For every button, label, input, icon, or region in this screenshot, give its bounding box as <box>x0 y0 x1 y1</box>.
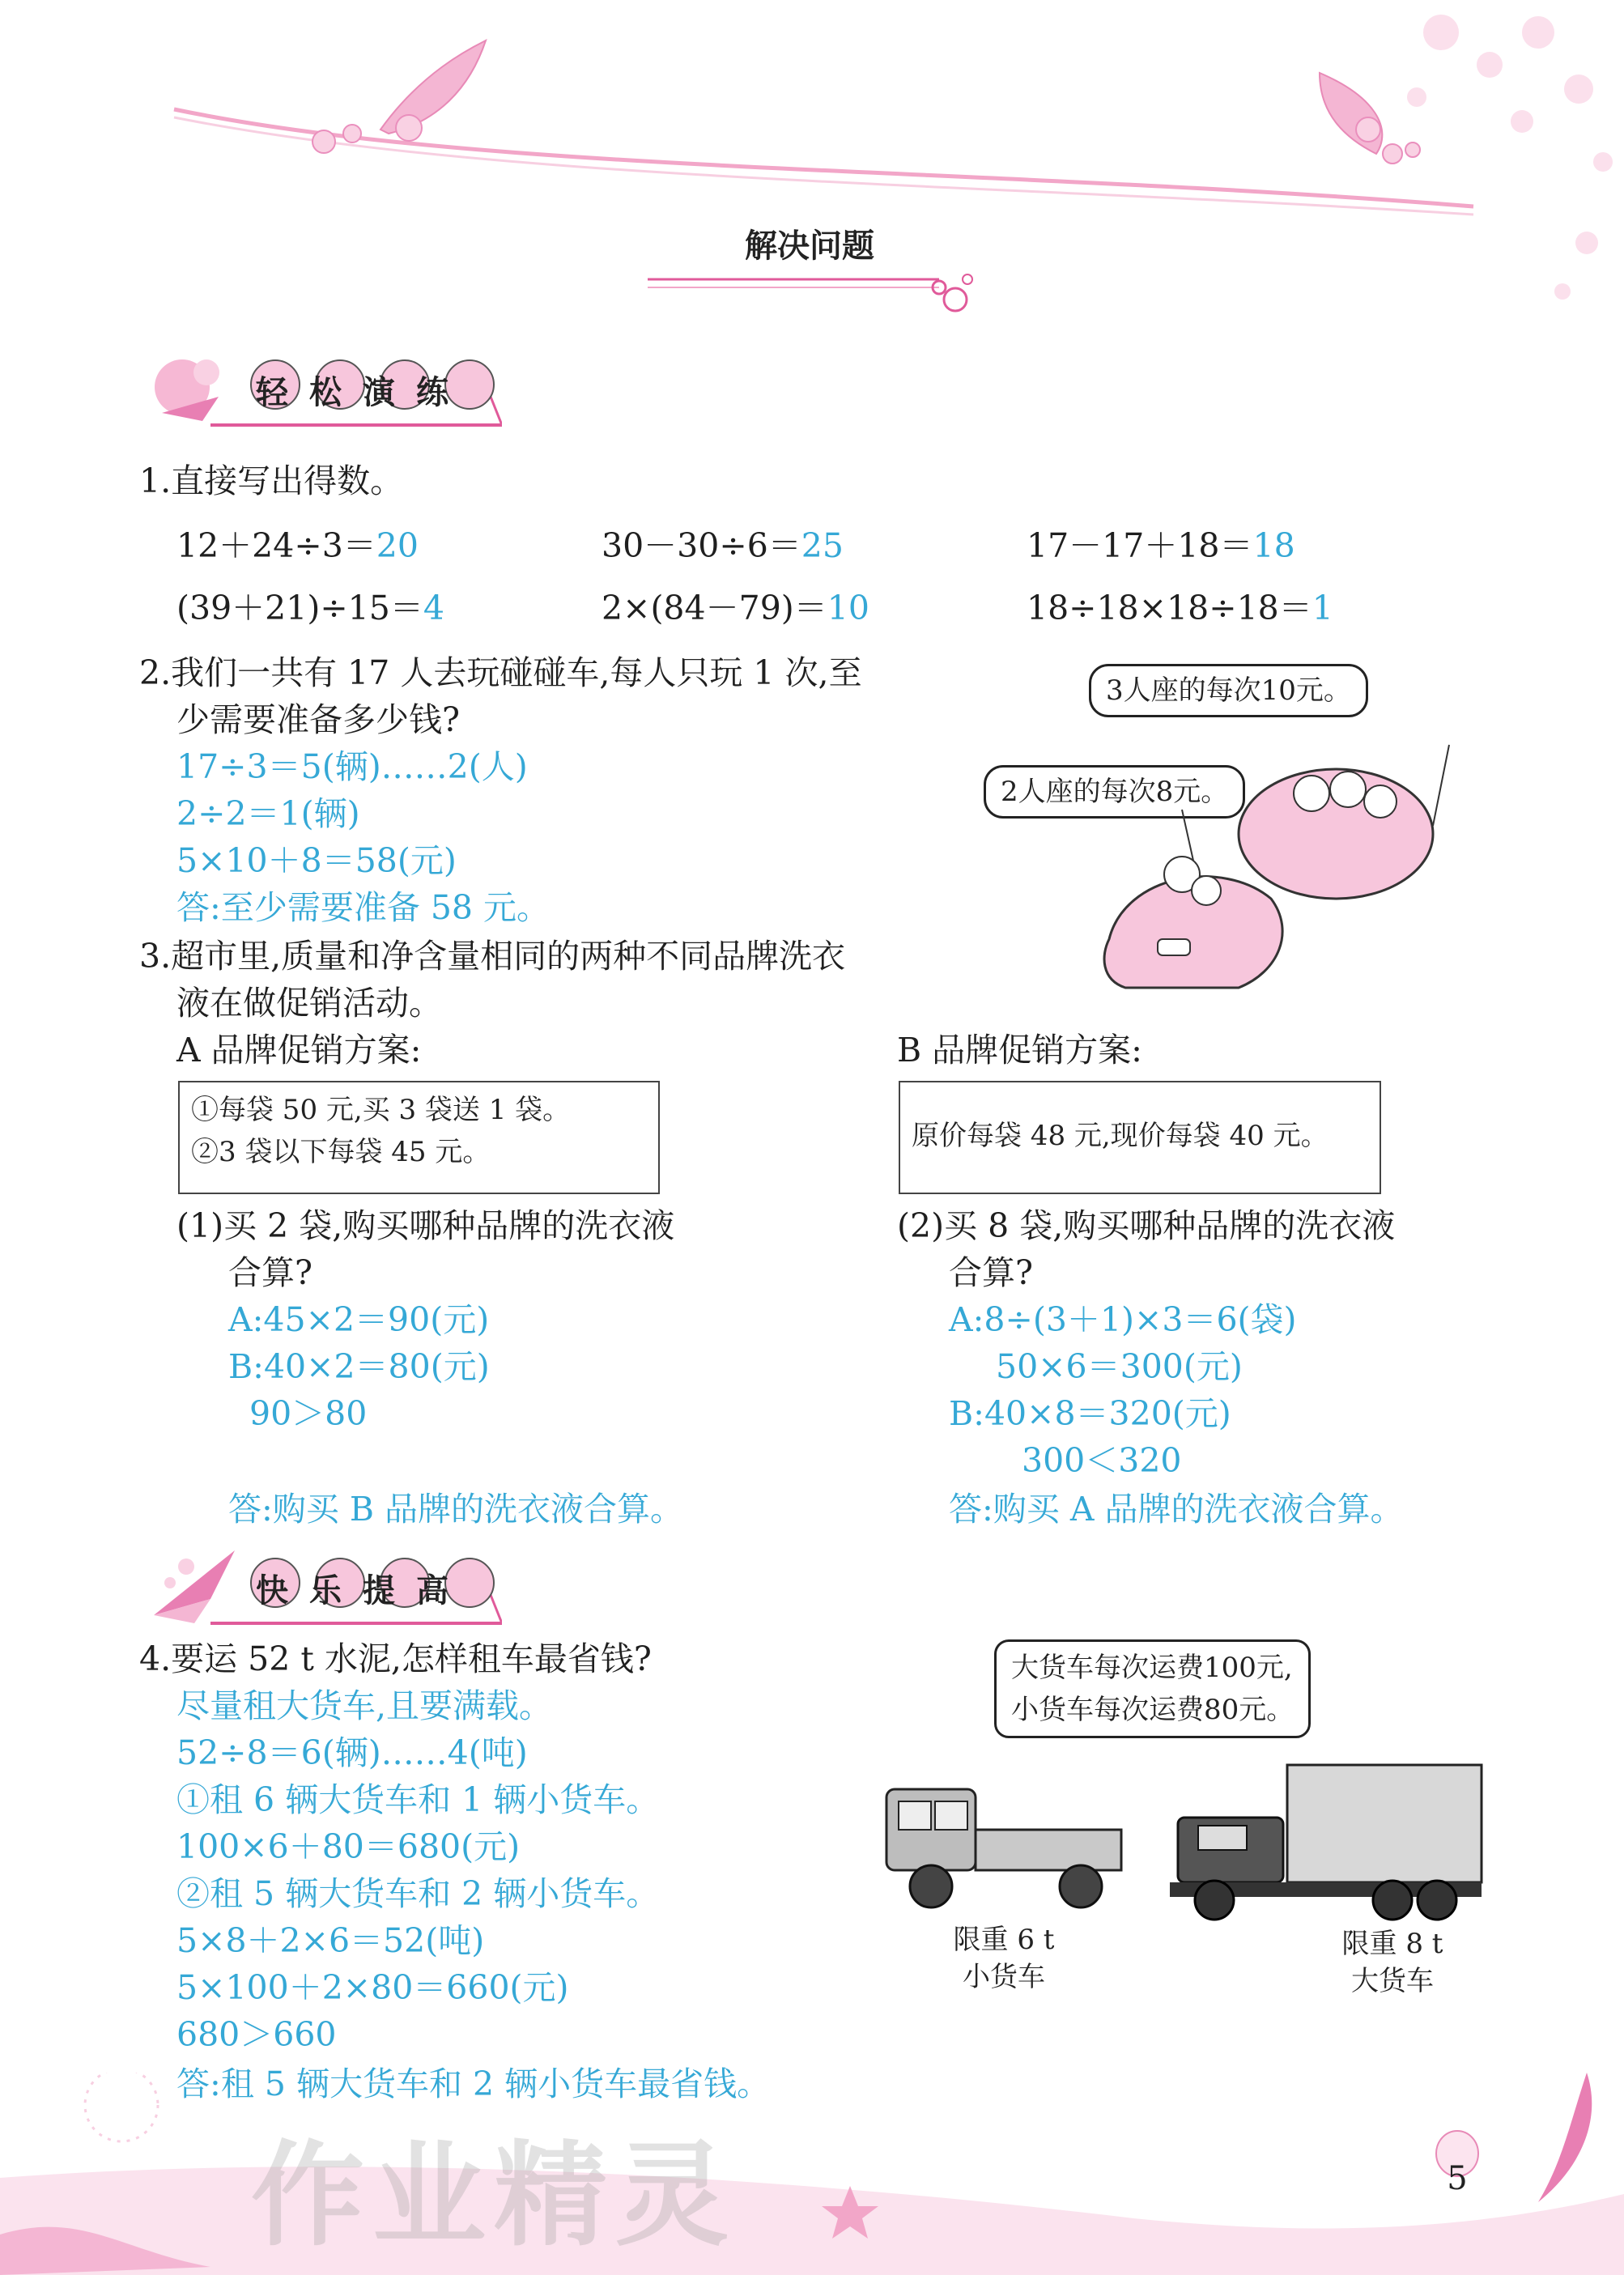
big-truck-icon <box>1166 1761 1490 1931</box>
freight-line-2: 小货车每次运费80元。 <box>1011 1694 1295 1726</box>
q1-item-5: 2×(84－79)＝10 <box>602 589 869 627</box>
brand-b-label: B 品牌促销方案: <box>897 1031 1142 1069</box>
brand-a-label: A 品牌促销方案: <box>176 1031 422 1069</box>
q3-sub1-answer-2: B:40×2＝80(元) <box>228 1347 490 1386</box>
q4-answer-4: 100×6＋80＝680(元) <box>176 1827 521 1866</box>
q4-answer-6: 5×8＋2×6＝52(吨) <box>176 1921 485 1960</box>
q4-answer-8: 680＞660 <box>176 2015 337 2054</box>
speech-bubble-2seat: 2人座的每次8元。 <box>984 765 1245 819</box>
q3-sub2-line2: 合算? <box>949 1253 1033 1292</box>
brand-b-plan-box <box>899 1081 1381 1194</box>
brand-a-plan-line-2: ②3 袋以下每袋 45 元。 <box>191 1136 491 1168</box>
bumper-cars-illustration <box>1093 712 1498 1020</box>
q3-sub1-final: 答:购买 B 品牌的洗衣液合算。 <box>228 1490 684 1529</box>
question-4-stem: 4.要运 52 t 水泥,怎样租车最省钱? <box>139 1639 652 1678</box>
q1-item-6: 18÷18×18÷18＝1 <box>1027 589 1333 627</box>
q3-sub1-answer-3: 90＞80 <box>249 1394 368 1433</box>
section-title-improve: 快乐提高 <box>256 1572 470 1610</box>
q2-answer-3: 5×10＋8＝58(元) <box>176 841 457 880</box>
q1-item-1: 12＋24÷3＝20 <box>176 526 419 565</box>
q3-sub2-answer-2: 50×6＝300(元) <box>996 1347 1243 1386</box>
question-1-stem: 1.直接写出得数。 <box>139 461 404 500</box>
small-truck-caption <box>939 1921 1069 1996</box>
q3-sub2-answer-1: A:8÷(3＋1)×3＝6(袋) <box>949 1300 1297 1339</box>
q2-answer-final: 答:至少需要准备 58 元。 <box>176 888 551 927</box>
q1-item-4: (39＋21)÷15＝4 <box>176 589 444 627</box>
big-truck-label: 大货车 <box>1351 1965 1434 1997</box>
small-truck-limit: 限重 6 t <box>953 1924 1055 1956</box>
brand-a-plan-line-1: ①每袋 50 元,买 3 袋送 1 袋。 <box>191 1094 571 1126</box>
q1-item-3: 17－17＋18＝18 <box>1027 526 1295 565</box>
speech-bubble-freight <box>994 1639 1311 1738</box>
header-decoration <box>0 0 1624 340</box>
page-number: 5 <box>1447 2160 1468 2197</box>
big-truck-limit: 限重 8 t <box>1341 1928 1443 1960</box>
q4-answer-7: 5×100＋2×80＝660(元) <box>176 1968 569 2007</box>
section-title-practice: 轻松演练 <box>256 374 470 411</box>
q3-sub2-line1: (2)买 8 袋,购买哪种品牌的洗衣液 <box>897 1206 1396 1245</box>
q3-sub2-answer-3: B:40×8＝320(元) <box>949 1394 1231 1433</box>
q4-answer-2: 52÷8＝6(辆)……4(吨) <box>176 1733 528 1772</box>
q2-answer-1: 17÷3＝5(辆)……2(人) <box>176 747 528 786</box>
q4-answer-5: ②租 5 辆大货车和 2 辆小货车。 <box>176 1874 660 1913</box>
q4-answer-final: 答:租 5 辆大货车和 2 辆小货车最省钱。 <box>176 2065 771 2103</box>
small-truck-icon <box>878 1765 1129 1927</box>
page-title: 解决问题 <box>745 228 874 265</box>
q1-item-2: 30－30÷6＝25 <box>602 526 844 565</box>
big-truck-caption <box>1328 1925 1457 2000</box>
q3-sub2-final: 答:购买 A 品牌的洗衣液合算。 <box>949 1490 1404 1529</box>
speech-bubble-3seat: 3人座的每次10元。 <box>1089 664 1368 717</box>
question-3-stem-line1: 3.超市里,质量和净含量相同的两种不同品牌洗衣 <box>139 937 846 976</box>
q4-answer-1: 尽量租大货车,且要满载。 <box>176 1686 553 1725</box>
brand-b-plan-line: 原价每袋 48 元,现价每袋 40 元。 <box>912 1120 1329 1152</box>
q3-sub1-answer-1: A:45×2＝90(元) <box>228 1300 490 1339</box>
q3-sub1-line1: (1)买 2 袋,购买哪种品牌的洗衣液 <box>176 1206 675 1245</box>
freight-line-1: 大货车每次运费100元, <box>1011 1652 1293 1684</box>
q3-sub1-line2: 合算? <box>228 1253 312 1292</box>
question-3-stem-line2: 液在做促销活动。 <box>176 984 442 1023</box>
brand-a-plan-box <box>178 1081 660 1194</box>
question-2-stem-line2: 少需要准备多少钱? <box>176 700 460 739</box>
question-2-stem-line1: 2.我们一共有 17 人去玩碰碰车,每人只玩 1 次,至 <box>139 653 862 692</box>
watermark: 作业精灵 <box>251 2130 738 2262</box>
q2-answer-2: 2÷2＝1(辆) <box>176 794 360 833</box>
q4-answer-3: ①租 6 辆大货车和 1 辆小货车。 <box>176 1780 660 1819</box>
small-truck-label: 小货车 <box>963 1961 1045 1993</box>
q3-sub2-answer-4: 300＜320 <box>1022 1441 1182 1480</box>
footer-decoration <box>0 2073 1624 2275</box>
